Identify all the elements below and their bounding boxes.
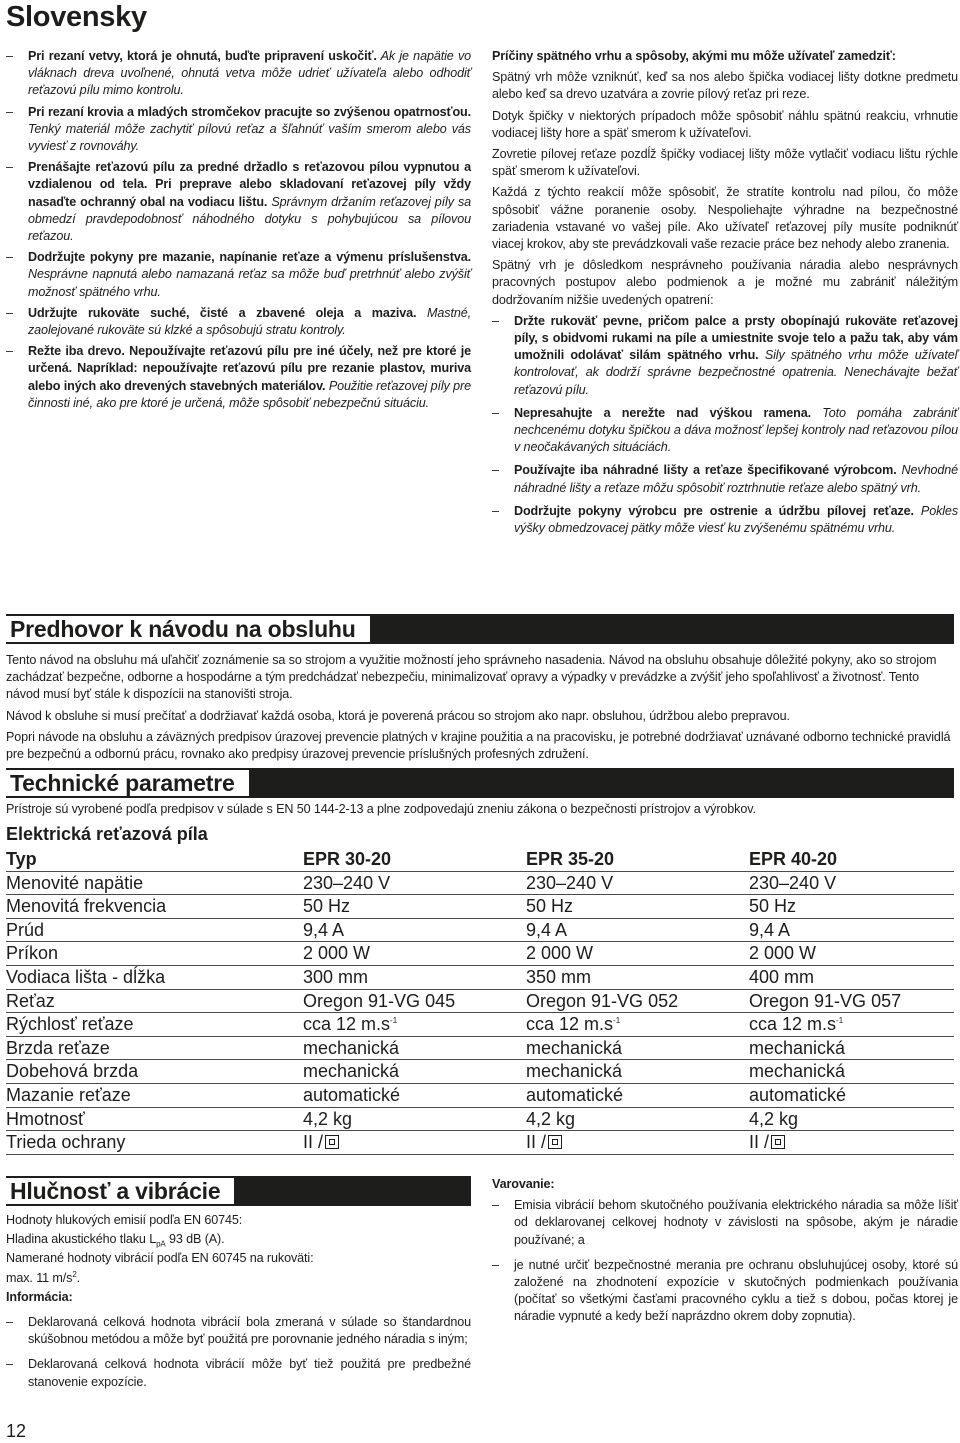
section-heading: Hlučnosť a vibrácie: [6, 1178, 234, 1204]
speed-exponent: -1: [390, 1016, 398, 1026]
table-cell: 50 Hz: [526, 895, 749, 919]
right-bullet: [492, 405, 958, 457]
kickback-heading: Príčiny spätného vrhu a spôsoby, akými mu môže užívateľ zamedziť:: [492, 49, 896, 63]
vibration-end: .: [76, 1270, 81, 1285]
technical-intro: Prístroje sú vyrobené podľa predpisov v súlade s EN 50 144-2-13 a plne zodpovedajú zneniu zákona o bezpečnosti prístrojov a výrobkov.: [6, 802, 756, 816]
warning-item: [492, 1257, 958, 1326]
table-cell: Dobehová brzda: [6, 1060, 303, 1084]
table-cell: mechanická: [526, 1060, 749, 1084]
dash: –: [6, 1357, 13, 1372]
table-cell: 9,4 A: [303, 918, 526, 942]
table-row: [6, 989, 954, 1013]
info-text: Deklarovaná celková hodnota vibrácií môže byť tiež použitá pre predbežné stanovenie expozície.: [28, 1357, 471, 1389]
speed-value: cca 12 m.s: [749, 1014, 837, 1035]
sound-pressure-label: Hladina akustického tlaku L: [6, 1232, 157, 1247]
table-row: [6, 1036, 954, 1060]
sound-pressure-subscript: pA: [156, 1239, 166, 1249]
paragraph: Spätný vrh je dôsledkom nesprávneho používania náradia alebo nesprávnych pracovných postupov alebo podmienok a je možné mu zabrániť náležitým dodržovaním nižšie uvedených opatrení:: [492, 258, 958, 307]
page-title: Slovensky: [6, 1, 147, 33]
left-column: [6, 48, 471, 416]
table-cell: EPR 30-20: [303, 848, 526, 871]
table-cell: 9,4 A: [749, 918, 954, 942]
bullet-bold: Režte iba drevo. Nepoužívajte reťazovú pílu pre iné účely, než pre ktoré je určená. Napríklad: nepoužívajte reťazovú pílu pre rezanie plastov, muriva alebo iných ako drevených stavebných materiálov.: [28, 344, 471, 393]
table-cell: [526, 1013, 749, 1037]
table-cell: Rýchlosť reťaze: [6, 1013, 303, 1037]
spec-table: [6, 848, 954, 1155]
table-cell: [749, 1013, 954, 1037]
speed-exponent: -1: [613, 1016, 621, 1026]
table-cell: 350 mm: [526, 965, 749, 989]
info-title: Informácia:: [6, 1289, 73, 1304]
dash: –: [492, 313, 499, 328]
table-row: [6, 871, 954, 895]
vibration-value: [6, 1270, 471, 1287]
sound-pressure: [6, 1231, 471, 1248]
table-row: [6, 1107, 954, 1131]
info-item: [6, 1314, 471, 1348]
table-cell: Brzda reťaze: [6, 1036, 303, 1060]
sound-pressure-value: 93 dB (A).: [165, 1232, 225, 1247]
protection-class-value: II /: [749, 1132, 770, 1153]
table-cell: Mazanie reťaze: [6, 1083, 303, 1107]
paragraph: Spätný vrh môže vzniknúť, keď sa nos alebo špička vodiacej lišty dotkne predmetu alebo keď sa drevo uzatvára a zovrie pílový reťaz pri reze.: [492, 70, 958, 102]
table-cell: mechanická: [303, 1060, 526, 1084]
table-cell: 230–240 V: [526, 871, 749, 895]
bullet-bold: Používajte iba náhradné lišty a reťaze špecifikované výrobcom.: [514, 463, 897, 478]
paragraph: Dotyk špičky v niektorých prípadoch môže spôsobiť náhlu spätnú reakciu, vrhnutie vodiacej lišty hore a späť smerom k užívateľovi.: [492, 108, 958, 140]
table-row: [6, 1013, 954, 1037]
dash: –: [6, 160, 13, 175]
dash: –: [6, 49, 13, 63]
table-cell: Oregon 91-VG 057: [749, 989, 954, 1013]
table-cell: Typ: [6, 848, 303, 871]
table-cell: 2 000 W: [526, 942, 749, 966]
paragraph: Zovretie pílovej reťaze pozdĺž špičky vodiacej lišty môže vytlačiť vodiacu lištu rýchle späť smerom k užívateľovi.: [492, 147, 958, 179]
dash: –: [492, 1198, 499, 1213]
table-cell: 4,2 kg: [526, 1107, 749, 1131]
info-text: Deklarovaná celková hodnota vibrácií bola zmeraná v súlade so štandardnou skúšobnou metódou a môže byť použitá pre porovnanie jedného náradia s iným;: [28, 1315, 471, 1347]
section-heading-bar: [6, 768, 954, 798]
section-heading: Predhovor k návodu na obsluhu: [6, 616, 370, 642]
bullet-bold: Prenášajte reťazovú pílu za predné držadlo s reťazovou pílou vypnutou a vzdialenou od tela. Pri preprave alebo skladovaní reťazovej píly vždy nasaďte ochranný obal na vodiacu lištu.: [28, 160, 471, 209]
warning-text: Emisia vibrácií behom skutočného používania elektrického náradia sa môže líšiť od deklarovanej celkovej hodnoty v závislosti na spôsobe, akým je náradie používané; a: [514, 1198, 958, 1247]
dash: –: [6, 344, 13, 359]
bullet-italic: Toto pomáha zabrániť nechcenému dotyku špičkou a dáva možnosť lepšej kontroly nad reťazovou pílou v neočakávaných situáciách.: [514, 405, 959, 455]
table-cell: mechanická: [303, 1036, 526, 1060]
left-bullet: [6, 48, 471, 100]
bullet-italic: Správnym držaním reťazovej píly sa obmedzí pravdepodobnosť náhodného dotyku s pohybujúcou sa pílovou reťazou.: [28, 194, 471, 244]
table-cell: Menovité napätie: [6, 871, 303, 895]
section-heading-bar: [6, 614, 954, 644]
product-subtitle: Elektrická reťazová píla: [6, 824, 208, 844]
bullet-italic: Mastné, zaolejované rukoväte sú klzké a spôsobujú stratu kontroly.: [28, 305, 471, 338]
warning-item: [492, 1197, 958, 1249]
table-cell: [526, 1131, 749, 1155]
dash: –: [492, 463, 499, 478]
dash: –: [6, 104, 13, 119]
section-heading-bar: [6, 1176, 471, 1206]
warning-text: je nutné určiť bezpečnostné merania pre ochranu obsluhujúcej osoby, ktoré sú založené na zhodnotení expozície v skutočných podmienkach používania (počítať so všetkými časťami pracovného cyklu a tiež s dobou, počas ktorej je náradie vypnuté a kedy beží naprázdno okrem doby zopnutia).: [514, 1257, 958, 1324]
table-cell: 400 mm: [749, 965, 954, 989]
left-bullet: [6, 305, 471, 339]
table-cell: automatické: [749, 1083, 954, 1107]
paragraph: Každá z týchto reakcií môže spôsobiť, že stratíte kontrolu nad pílou, čo môže spôsobiť vážne poranenie osoby. Nespoliehajte výhradne na bezpečnostné zariadenia vstavané vo vašej píle. Ako užívateľ reťazovej píly musíte podniknúť viacej krokov, aby ste prevádzkovali vaše rezacie práce bez nehody alebo zranenia.: [492, 185, 958, 252]
right-bullet: [492, 313, 958, 399]
bullet-bold: Dodržujte pokyny pre mazanie, napínanie reťaze a výmenu príslušenstva.: [28, 250, 471, 265]
table-cell: Príkon: [6, 942, 303, 966]
table-cell: automatické: [303, 1083, 526, 1107]
table-cell: Reťaz: [6, 989, 303, 1013]
table-cell: Oregon 91-VG 045: [303, 989, 526, 1013]
dash: –: [6, 250, 13, 265]
table-cell: Vodiaca lišta - dĺžka: [6, 965, 303, 989]
table-cell: 4,2 kg: [303, 1107, 526, 1131]
bullet-italic: Pokles výšky obmedzovacej pätky môže viesť ku zvýšenému spätnému vrhu.: [514, 503, 958, 536]
table-row: [6, 942, 954, 966]
bullet-italic: Nesprávne napnutá alebo namazaná reťaz sa môže buď pretrhnúť alebo zvýšiť možnosť spätného vrhu.: [28, 267, 471, 299]
table-cell: Prúd: [6, 918, 303, 942]
right-bullet: [492, 462, 958, 496]
vibration-number: max. 11 m/s: [6, 1270, 73, 1285]
bullet-italic: Použitie reťazovej píly pre činnosti iné, ako pre ktoré je určená, môže spôsobiť nebezpečnú situáciu.: [28, 378, 471, 410]
table-cell: mechanická: [526, 1036, 749, 1060]
table-cell: 230–240 V: [303, 871, 526, 895]
bullet-italic: Ak je napätie vo vláknach dreva uvoľnené, ohnutá vetva môže udrieť užívateľa alebo odhodiť reťazovú pílu mimo kontrolu.: [28, 49, 472, 98]
table-header-row: [6, 848, 954, 871]
table-cell: Oregon 91-VG 052: [526, 989, 749, 1013]
bullet-italic: Tenký materiál môže zachytiť pílovú reťaz a šľahnúť vaším smerom alebo vás vyviesť z rovnováhy.: [28, 121, 471, 154]
table-cell: 4,2 kg: [749, 1107, 954, 1131]
vibration-exponent: 2: [72, 1269, 77, 1279]
table-row: [6, 1060, 954, 1084]
double-insulation-icon: [548, 1135, 562, 1149]
table-cell: 300 mm: [303, 965, 526, 989]
left-bullet: [6, 104, 471, 156]
dash: –: [6, 1315, 13, 1330]
bullet-bold: Dodržujte pokyny výrobcu pre ostrenie a údržbu pílovej reťaze.: [514, 503, 914, 518]
vibration-label: Namerané hodnoty vibrácií podľa EN 60745 na rukoväti:: [6, 1251, 314, 1266]
table-cell: automatické: [526, 1083, 749, 1107]
bullet-italic: Nevhodné náhradné lišty a reťaze môžu spôsobiť roztrhnutie reťaze alebo spätný vrh.: [514, 463, 958, 495]
table-cell: Trieda ochrany: [6, 1131, 303, 1155]
paragraph: Popri návode na obsluhu a záväzných predpisov úrazovej prevencie platných v krajine použitia a na pracovisku, je potrebné dodržiavať uznávané odborno technické pravidlá pre bezpečnú a odbornú prácu, rovnako ako predpisy úrazovej prevencie príslušných profesných združení.: [6, 729, 951, 762]
right-bullet: [492, 503, 958, 537]
speed-value: cca 12 m.s: [526, 1014, 614, 1035]
speed-value: cca 12 m.s: [303, 1014, 391, 1035]
preface-text: [6, 652, 954, 767]
left-bullet: [6, 159, 471, 245]
table-cell: 2 000 W: [749, 942, 954, 966]
table-cell: [749, 1131, 954, 1155]
dash: –: [492, 405, 499, 420]
dash: –: [6, 305, 13, 320]
table-cell: 50 Hz: [303, 895, 526, 919]
left-bullet: [6, 343, 471, 412]
bullet-italic: Sily spätného vrhu môže užívateľ kontrolovať, ak dodrží správne bezpečnostné opatrenia. Nenechávajte bežať reťazovú pílu.: [514, 348, 958, 397]
paragraph: Návod k obsluhe si musí prečítať a dodržiavať každá osoba, ktorá je poverená prácou so strojom ako napr. obsluhou, údržbou alebo prepravou.: [6, 708, 790, 723]
table-row: [6, 895, 954, 919]
speed-exponent: -1: [836, 1016, 844, 1026]
table-cell: 50 Hz: [749, 895, 954, 919]
double-insulation-icon: [771, 1135, 785, 1149]
table-cell: Menovitá frekvencia: [6, 895, 303, 919]
bullet-bold: Pri rezaní vetvy, ktorá je ohnutá, buďte pripravení uskočiť.: [28, 49, 377, 63]
table-cell: [303, 1013, 526, 1037]
warning-title: Varovanie:: [492, 1177, 555, 1191]
page-number: 12: [6, 1421, 27, 1441]
protection-class-value: II /: [526, 1132, 547, 1153]
table-cell: mechanická: [749, 1060, 954, 1084]
table-row: [6, 965, 954, 989]
table-cell: 230–240 V: [749, 871, 954, 895]
dash: –: [492, 503, 499, 518]
section-heading: Technické parametre: [6, 770, 249, 796]
table-cell: mechanická: [749, 1036, 954, 1060]
noise-intro: Hodnoty hlukových emisií podľa EN 60745:: [6, 1213, 243, 1227]
warning-column: [492, 1176, 958, 1326]
table-row: [6, 1083, 954, 1107]
info-item: [6, 1356, 471, 1390]
double-insulation-icon: [325, 1135, 339, 1149]
table-cell: 9,4 A: [526, 918, 749, 942]
table-cell: [303, 1131, 526, 1155]
table-cell: EPR 35-20: [526, 848, 749, 871]
bullet-bold: Nepresahujte a nerežte nad výškou ramena.: [514, 405, 812, 420]
table-cell: Hmotnosť: [6, 1107, 303, 1131]
right-column: [492, 48, 958, 543]
dash: –: [492, 1257, 499, 1272]
bullet-bold: Pri rezaní krovia a mladých stromčekov pracujte so zvýšenou opatrnosťou.: [28, 104, 471, 119]
table-cell: EPR 40-20: [749, 848, 954, 871]
table-row: [6, 1131, 954, 1155]
table-row: [6, 918, 954, 942]
bullet-bold: Držte rukoväť pevne, pričom palce a prsty obopínajú rukoväte reťazovej píly, s obidvomi rukami na píle a umiestnite svoje telo a pažu tak, aby vám umožnili odolávať silám spätného vrhu.: [514, 313, 958, 363]
bullet-bold: Udržujte rukoväte suché, čisté a zbavené oleja a maziva.: [28, 305, 417, 320]
protection-class-value: II /: [303, 1132, 324, 1153]
table-cell: 2 000 W: [303, 942, 526, 966]
left-bullet: [6, 249, 471, 301]
noise-column: [6, 1212, 471, 1391]
paragraph: Tento návod na obsluhu má uľahčiť zoznámenie sa so strojom a využitie možností jeho správneho nasadenia. Návod na obsluhu obsahuje dôležité pokyny, ako so strojom zachádzať bezpečne, odborne a hospodárne a tým predchádzať nebezpečiu, minimalizovať opravy a výpadky v prevádzke a zvýšiť jeho spoľahlivosť a životnosť. Tento návod musí byť stále k dispozícii na stanovišti stroja.: [6, 653, 937, 702]
